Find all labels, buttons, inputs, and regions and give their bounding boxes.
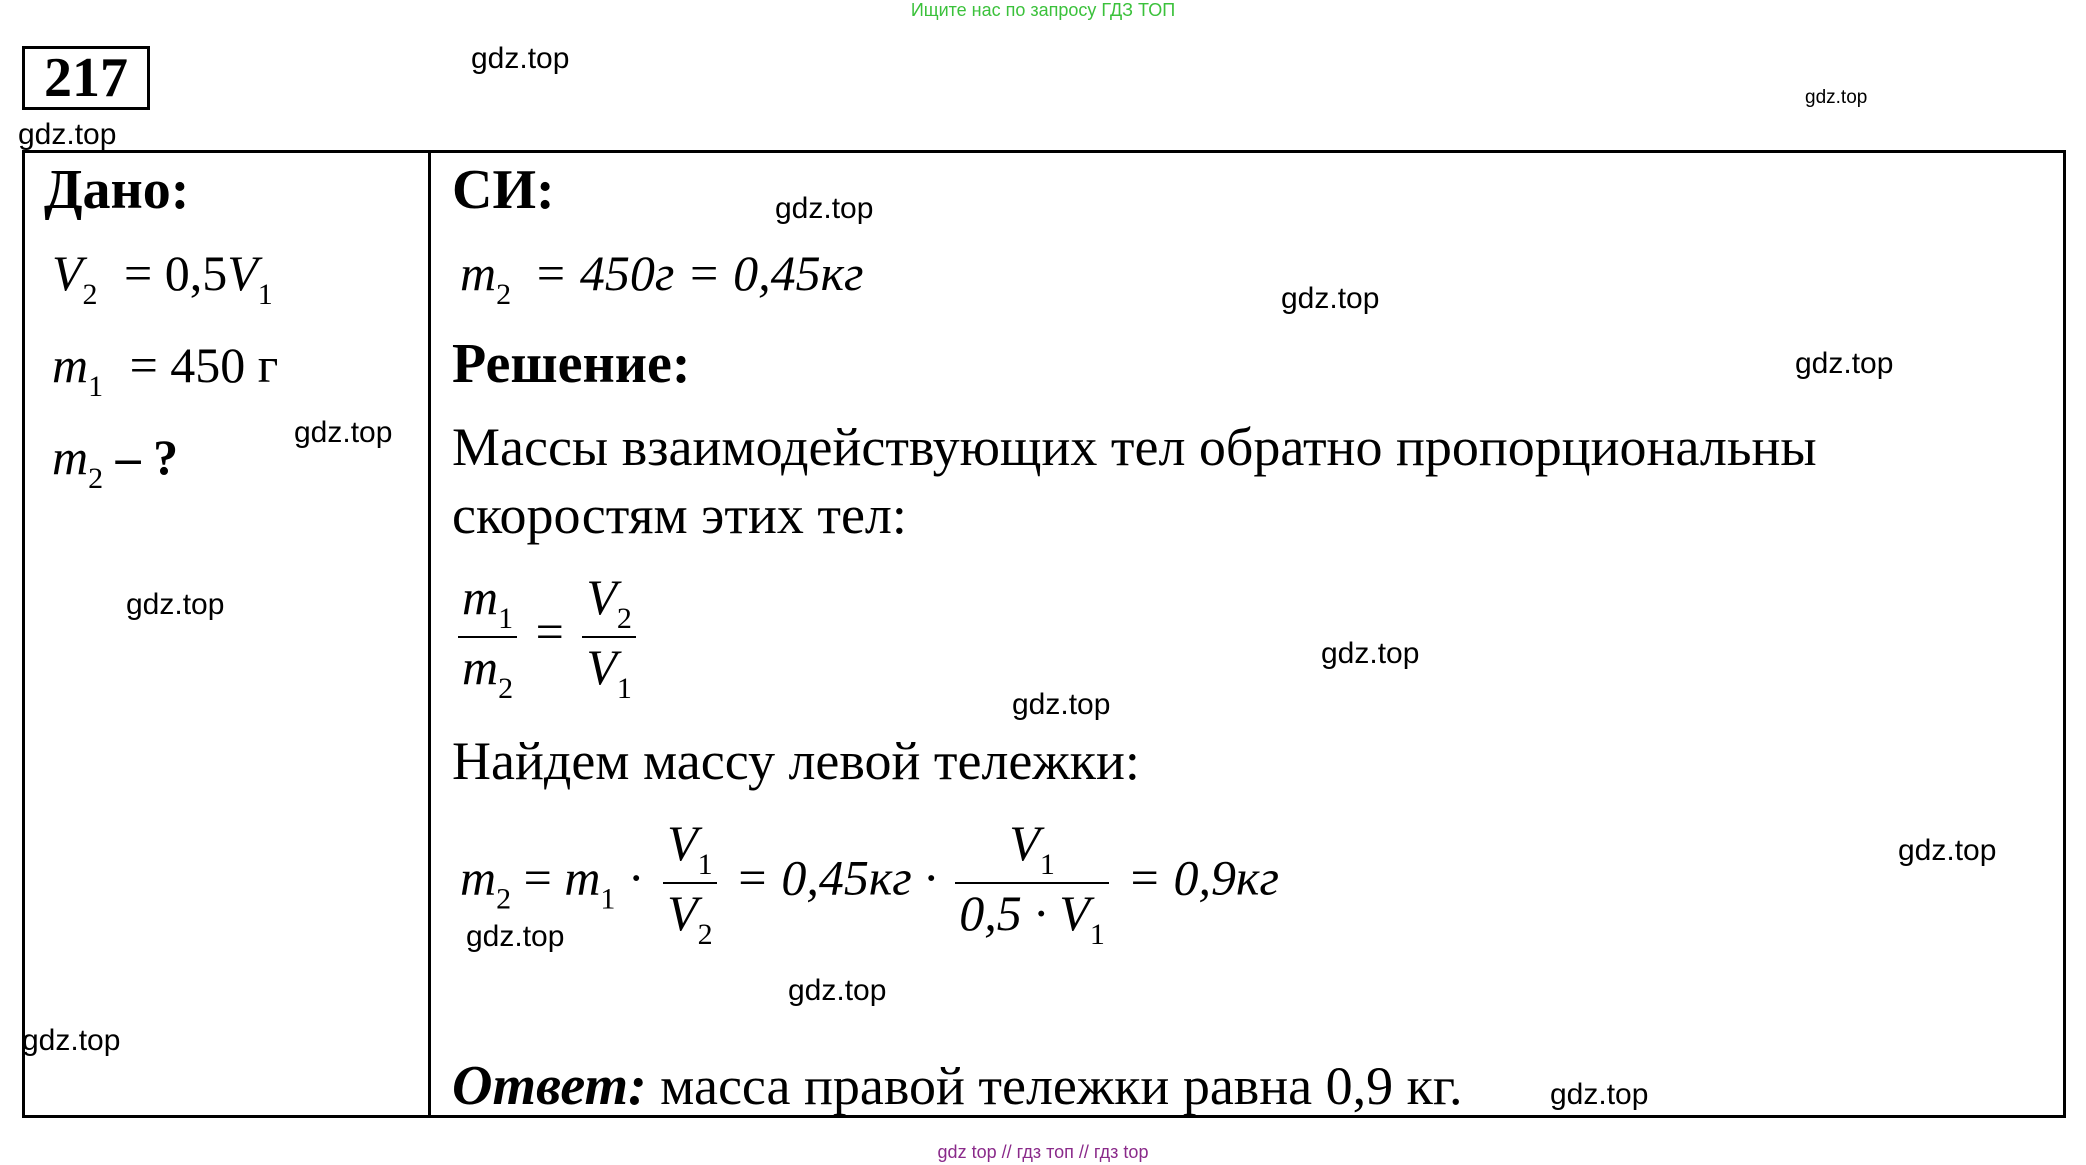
given-m1: [52, 336, 278, 404]
watermark: gdz.top: [1898, 834, 1997, 867]
sub-2: 2: [88, 462, 104, 495]
given-m2: [52, 428, 178, 496]
find-text: Найдем массу левой тележки:: [452, 731, 1140, 791]
ratio-equals: =: [535, 603, 564, 660]
watermark: gdz.top: [1550, 1078, 1649, 1111]
solution-line-2: скоростям этих тел:: [452, 485, 907, 545]
sub-2: 2: [82, 278, 98, 311]
watermark: gdz.top: [1805, 87, 1868, 108]
si-rhs: = 450г = 0,45кг: [533, 245, 864, 301]
ratio-rnum: $V_2$: [582, 568, 636, 638]
watermark: gdz.top: [471, 42, 570, 75]
var-m2: m: [52, 429, 89, 485]
calc-frac-2: $\frac{V_1}{0,5 \cdot V_1}$: [955, 814, 1109, 952]
solution-line-1: Массы взаимодействующих тел обратно пропорциональны: [452, 417, 1817, 477]
column-divider: [428, 150, 431, 1118]
m1-rhs: = 450 г: [129, 337, 279, 393]
given-heading: Дано:: [44, 159, 190, 221]
given-v2: [52, 244, 273, 312]
si-heading: СИ:: [452, 159, 555, 221]
watermark: gdz.top: [1012, 688, 1111, 721]
ratio-left: [458, 568, 517, 706]
watermark: gdz.top: [1321, 637, 1420, 670]
ratio-rden: $V_1$: [586, 639, 632, 705]
solution-table: [22, 150, 2066, 1118]
calc-formula: $m_2 = m_1$ · $\frac{V_1}{V_2}$ = 0,45кг · $\frac{V_1}{0,5 \cdot V_1}$ = 0,9кг: [460, 815, 1279, 951]
watermark: gdz.top: [126, 588, 225, 621]
calc-frac-1: $\frac{V_1}{V_2}$: [663, 814, 717, 952]
sub-2: 2: [496, 278, 512, 311]
sub-1: 1: [257, 278, 273, 311]
var-m1: m: [52, 337, 89, 393]
watermark: gdz.top: [22, 1024, 121, 1057]
m2-unknown: – ?: [115, 429, 179, 485]
bottom-banner: gdz top // гдз топ // гдз top: [937, 1142, 1149, 1162]
top-banner: Ищите нас по запросу ГДЗ ТОП: [910, 0, 1176, 20]
ratio-formula: [452, 568, 642, 706]
solution-heading: Решение:: [452, 333, 691, 395]
answer-text: масса правой тележки равна 0,9 кг.: [660, 1056, 1463, 1116]
watermark: gdz.top: [18, 118, 117, 151]
var-v2: V: [52, 245, 83, 301]
watermark: gdz.top: [1281, 282, 1380, 315]
ratio-den: $m_2$: [462, 639, 514, 705]
watermark: gdz.top: [775, 192, 874, 225]
answer-line: [452, 1054, 1462, 1118]
var-v1: V: [227, 245, 258, 301]
var-m2: m: [460, 245, 497, 301]
watermark: gdz.top: [788, 974, 887, 1007]
problem-number: 217: [22, 46, 150, 110]
sub-1: 1: [88, 370, 104, 403]
watermark: gdz.top: [1795, 347, 1894, 380]
si-m2: [460, 244, 864, 312]
v2-rhs: = 0,5: [124, 245, 228, 301]
ratio-num: $m_1$: [458, 568, 517, 638]
watermark: gdz.top: [294, 416, 393, 449]
watermark: gdz.top: [466, 920, 565, 953]
ratio-right: [582, 568, 636, 706]
answer-label: Ответ:: [452, 1055, 647, 1117]
